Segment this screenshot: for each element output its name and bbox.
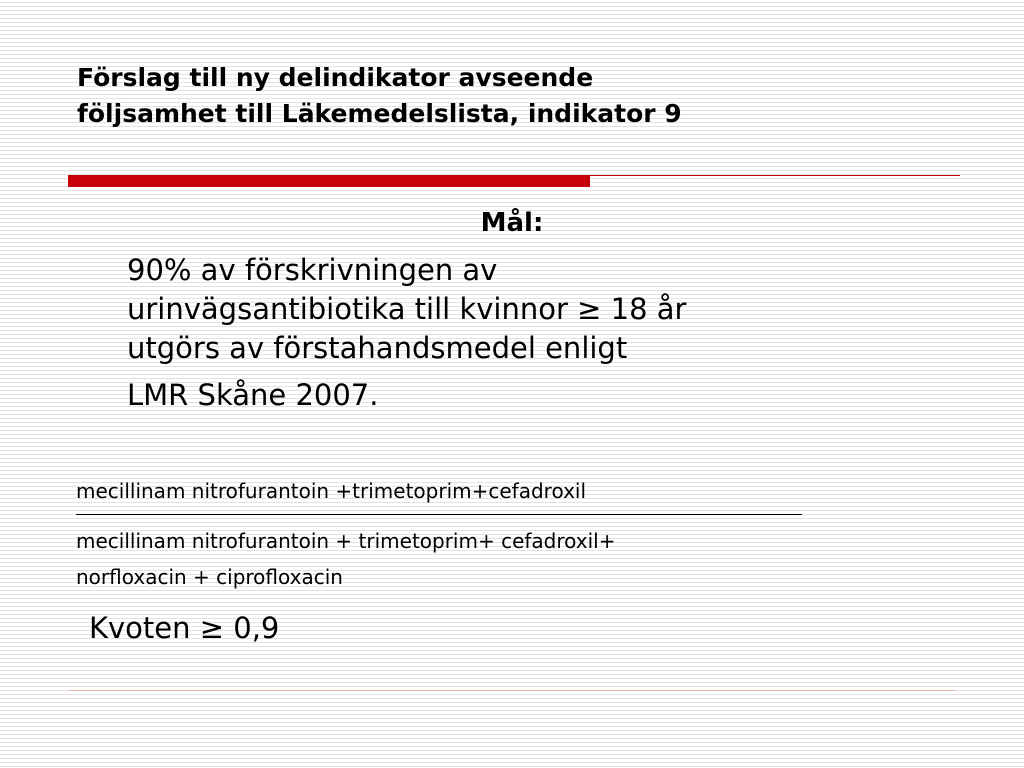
bottom-divider — [68, 690, 956, 691]
title-divider-thin — [590, 175, 960, 176]
title-line-2: följsamhet till Läkemedelslista, indikator 9 — [77, 99, 682, 128]
goal-line-2: urinvägsantibiotika till kvinnor ≥ 18 år — [127, 292, 687, 326]
title-line-1: Förslag till ny delindikator avseende — [77, 63, 594, 92]
goal-text — [127, 251, 907, 415]
ratio-formula — [76, 474, 976, 595]
goal-line-4: LMR Skåne 2007. — [127, 378, 379, 412]
ratio-target: Kvoten ≥ 0,9 — [89, 611, 280, 645]
goal-heading: Mål: — [480, 208, 544, 238]
goal-line-1: 90% av förskrivningen av — [127, 253, 498, 287]
slide-title — [77, 60, 957, 132]
title-divider-thick — [68, 175, 590, 187]
formula-denominator-line-2: norfloxacin + ciprofloxacin — [76, 565, 343, 589]
goal-line-3: utgörs av förstahandsmedel enligt — [127, 331, 628, 365]
formula-numerator: mecillinam nitrofurantoin +trimetoprim+cefadroxil — [76, 479, 587, 503]
formula-denominator-line-1: mecillinam nitrofurantoin + trimetoprim+ cefadroxil+ — [76, 529, 616, 553]
fraction-line — [76, 514, 802, 515]
